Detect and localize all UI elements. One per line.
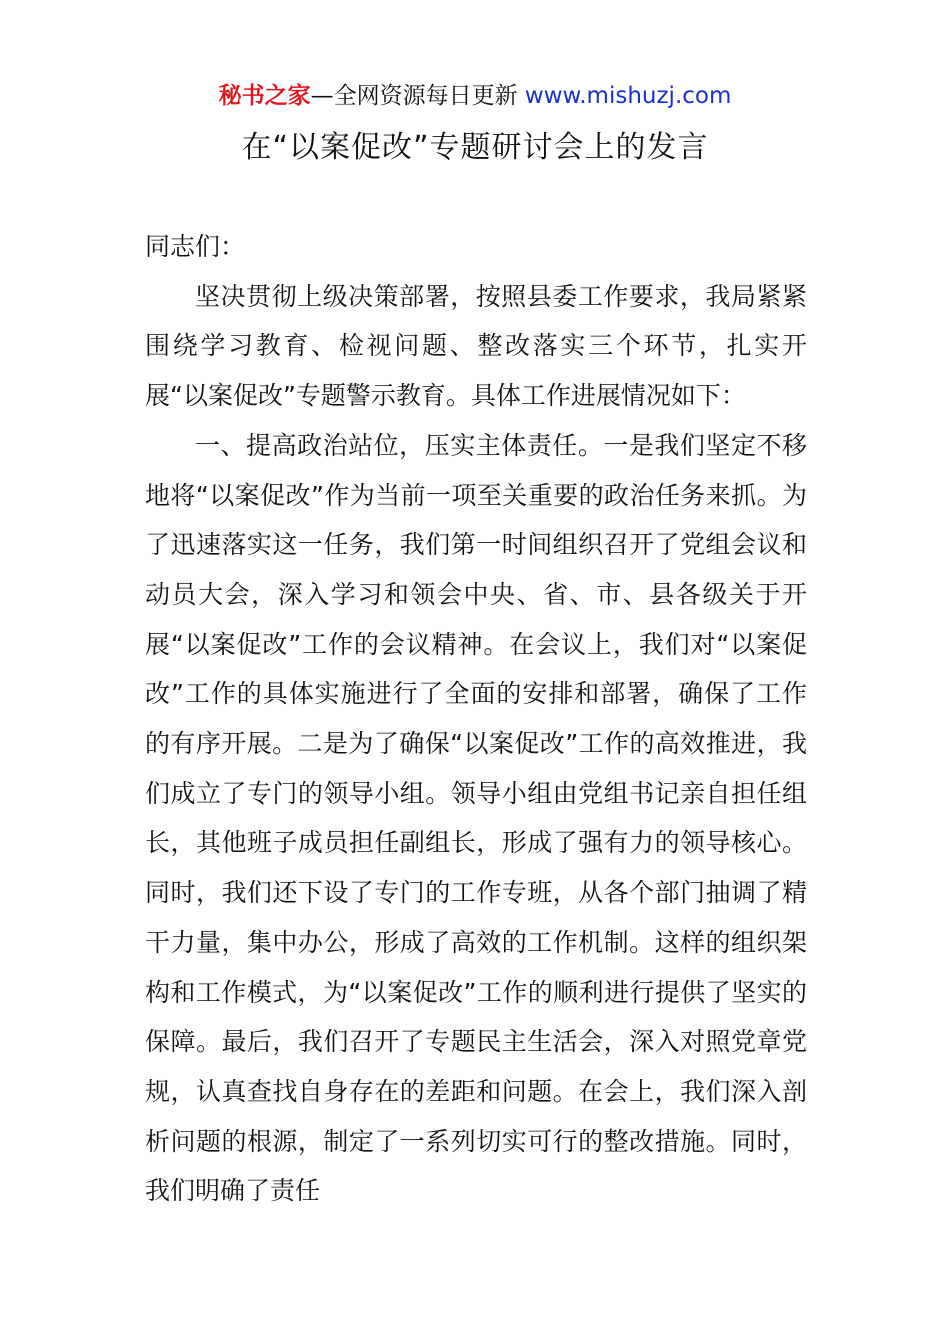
paragraph-section-one: 一、提高政治站位，压实主体责任。一是我们坚定不移地将“以案促改”作为当前一项至关重要的政治任务来抓。为了迅速落实这一任务，我们第一时间组织召开了党组会议和动员大会，深入学习和领会中央、省、市、县各级关于开展“以案促改”工作的会议精神。在会议上，我们对“以案促改”工作的具体实施进行了全面的安排和部署，确保了工作的有序开展。二是为了确保“以案促改”工作的高效推进，我们成立了专门的领导小组。领导小组由党组书记亲自担任组长，其他班子成员担任副组长，形成了强有力的领导核心。同时，我们还下设了专门的工作专班，从各个部门抽调了精干力量，集中办公，形成了高效的工作机制。这样的组织架构和工作模式，为“以案促改”工作的顺利进行提供了坚实的保障。最后，我们召开了专题民主生活会，深入对照党章党规，认真查找自身存在的差距和问题。在会上，我们深入剖析问题的根源，制定了一系列切实可行的整改措施。同时，我们明确了责任	[145, 430, 807, 1206]
document-title: 在“以案促改”专题研讨会上的发言	[241, 130, 709, 165]
site-brand: 秘书之家	[218, 83, 311, 109]
site-url-link[interactable]: www.mishuzj.com	[524, 83, 732, 109]
salutation: 同志们：	[145, 232, 246, 261]
site-tagline: —全网资源每日更新	[310, 83, 525, 109]
site-header	[0, 80, 950, 112]
paragraph-intro: 坚决贯彻上级决策部署，按照县委工作要求，我局紧紧围绕学习教育、检视问题、整改落实三个环节，扎实开展“以案促改”专题警示教育。具体工作进展情况如下：	[145, 281, 807, 411]
document-body	[145, 222, 807, 1216]
